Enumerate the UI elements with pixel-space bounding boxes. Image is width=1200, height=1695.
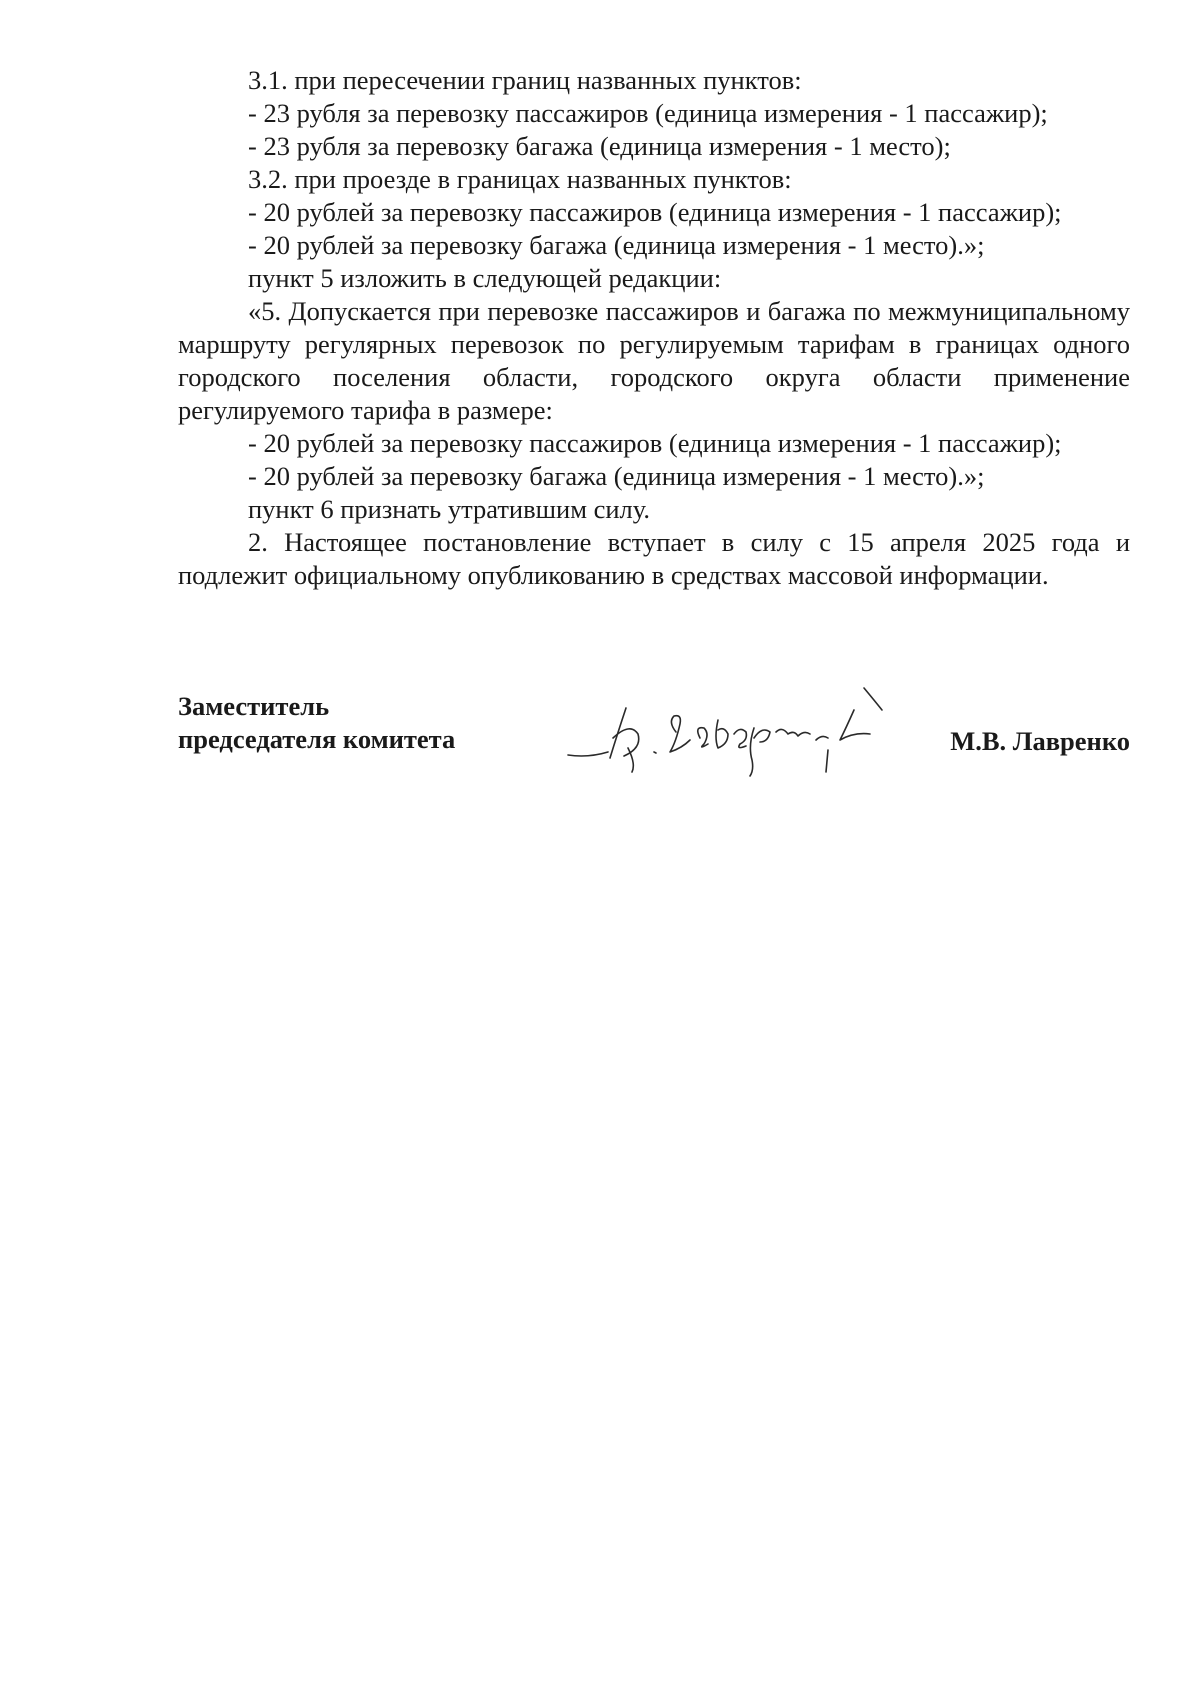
clause-6: пункт 6 признать утратившим силу. — [248, 494, 650, 524]
paragraph-2: 2. Настоящее постановление вступает в силу с 15 апреля 2025 года и подлежит официальному опубликованию в средствах массовой информации. — [178, 527, 1130, 590]
clause-3-1: 3.1. при пересечении границ названных пунктов: — [248, 65, 802, 95]
tariff-line-passengers-23: - 23 рубля за перевозку пассажиров (единица измерения - 1 пассажир); — [248, 98, 1048, 128]
clause-5-intro: пункт 5 изложить в следующей редакции: — [248, 263, 722, 293]
handwritten-signature — [558, 660, 898, 780]
paragraph-5: «5. Допускается при перевозке пассажиров и багажа по межмуниципальному маршруту регулярных перевозок по регулируемым тарифам в границах одного городского поселения области, городского округа области применение регулируемого тарифа в размере: — [178, 296, 1130, 425]
tariff-line-baggage-23: - 23 рубля за перевозку багажа (единица измерения - 1 место); — [248, 131, 951, 161]
signer-position — [178, 690, 455, 756]
tariff-line-baggage-20: - 20 рублей за перевозку багажа (единица измерения - 1 место).»; — [248, 230, 985, 260]
tariff-line-baggage-20-b: - 20 рублей за перевозку багажа (единица измерения - 1 место).»; — [248, 461, 985, 491]
tariff-line-passengers-20-b: - 20 рублей за перевозку пассажиров (единица измерения - 1 пассажир); — [248, 428, 1062, 458]
signature-block — [178, 690, 1130, 780]
position-line-1: Заместитель — [178, 691, 330, 721]
tariff-line-passengers-20: - 20 рублей за перевозку пассажиров (единица измерения - 1 пассажир); — [248, 197, 1062, 227]
clause-3-2: 3.2. при проезде в границах названных пунктов: — [248, 164, 792, 194]
signer-name: М.В. Лавренко — [950, 726, 1130, 756]
position-line-2: председателя комитета — [178, 724, 456, 754]
document-body — [178, 64, 1130, 592]
